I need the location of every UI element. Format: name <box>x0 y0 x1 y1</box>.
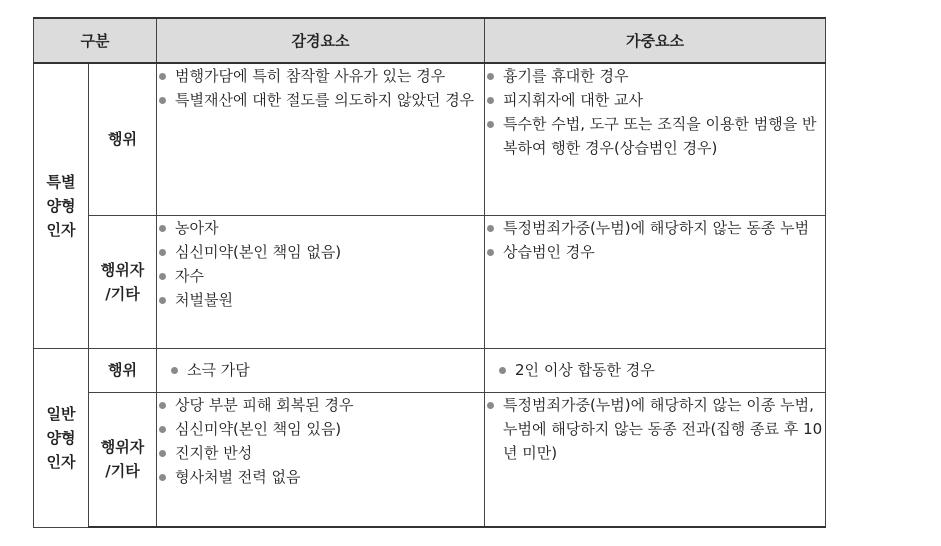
list-item <box>157 288 484 312</box>
group-label-line: 인자 <box>46 452 76 471</box>
list-item-text: 처벌불원 <box>175 290 233 309</box>
sub-label-act <box>89 348 157 392</box>
list-item <box>157 465 484 489</box>
bullet-icon <box>159 450 166 457</box>
list-item <box>497 358 813 382</box>
sub-label-actor-other <box>89 215 157 348</box>
aggravating-cell <box>485 392 826 527</box>
bullet-icon <box>487 97 494 104</box>
list-item-text: 심신미약(본인 책임 있음) <box>175 419 342 438</box>
list-item-text: 자수 <box>175 266 204 285</box>
sub-label-line: /기타 <box>105 462 140 481</box>
bullet-icon <box>487 225 494 232</box>
list-item-text: 상당 부분 피해 회복된 경우 <box>175 395 354 414</box>
list-item-text: 범행가담에 특히 참작할 사유가 있는 경우 <box>175 67 446 85</box>
bullet-icon <box>487 249 494 256</box>
bullet-icon <box>159 97 166 104</box>
list-item <box>157 216 484 240</box>
aggravating-cell <box>485 348 826 392</box>
bullet-icon <box>159 73 166 80</box>
list-item <box>157 88 484 112</box>
list-item-text: 2인 이상 합동한 경우 <box>515 361 655 379</box>
bullet-icon <box>159 249 166 256</box>
list-item <box>157 264 484 288</box>
group-label-line: 양형 <box>46 196 76 215</box>
bullet-icon <box>159 474 166 481</box>
sub-label-actor-other <box>89 392 157 527</box>
list-item <box>485 240 825 264</box>
list-item-text: 심신미약(본인 책임 없음) <box>175 242 342 261</box>
sub-label-line: 행위 <box>108 361 137 379</box>
mitigating-cell <box>157 348 485 392</box>
bullet-icon <box>171 367 178 374</box>
header-aggravating: 가중요소 <box>485 18 826 63</box>
table-row <box>34 392 826 527</box>
group-label-special <box>34 63 89 348</box>
sub-label-act <box>89 63 157 215</box>
sub-label-line: 행위 <box>108 130 137 149</box>
bullet-icon <box>159 426 166 433</box>
bullet-icon <box>159 297 166 304</box>
list-item-text: 특수한 수법, 도구 또는 조직을 이용한 범행을 반복하여 행한 경우(상습범인 경우) <box>503 115 817 157</box>
table-row <box>34 348 826 392</box>
group-label-general <box>34 348 89 527</box>
list-item <box>485 112 825 160</box>
group-label-line: 특별 <box>46 172 76 191</box>
list-item <box>485 393 825 465</box>
bullet-icon <box>487 402 494 409</box>
header-mitigating: 감경요소 <box>157 18 485 63</box>
bullet-icon <box>159 225 166 232</box>
list-item-text: 특별재산에 대한 절도를 의도하지 않았던 경우 <box>175 91 475 109</box>
list-item-text: 흉기를 휴대한 경우 <box>503 67 629 85</box>
sub-label-line: /기타 <box>105 284 140 303</box>
list-item-text: 상습범인 경우 <box>503 242 595 261</box>
list-item-text: 진지한 반성 <box>175 443 253 462</box>
list-item <box>485 216 825 240</box>
list-item <box>485 88 825 112</box>
list-item-text: 특정범죄가중(누범)에 해당하지 않는 동종 누범 <box>503 218 810 237</box>
sub-label-line: 행위자 <box>100 260 145 279</box>
header-row <box>34 18 826 63</box>
list-item-text: 피지휘자에 대한 교사 <box>503 91 643 109</box>
list-item <box>485 64 825 88</box>
sub-label-line: 행위자 <box>100 438 145 457</box>
table-row <box>34 215 826 348</box>
bullet-icon <box>487 73 494 80</box>
aggravating-cell <box>485 215 826 348</box>
list-item <box>169 358 472 382</box>
bullet-icon <box>159 273 166 280</box>
mitigating-cell <box>157 63 485 215</box>
list-item <box>157 441 484 465</box>
table-row <box>34 63 826 215</box>
mitigating-cell <box>157 215 485 348</box>
list-item <box>157 240 484 264</box>
header-category: 구분 <box>34 18 157 63</box>
bullet-icon <box>487 121 494 128</box>
sentencing-factors-table <box>33 17 826 528</box>
group-label-line: 일반 <box>46 404 76 423</box>
list-item <box>157 417 484 441</box>
list-item-text: 소극 가담 <box>187 361 250 379</box>
list-item <box>157 64 484 88</box>
group-label-line: 양형 <box>46 428 76 447</box>
list-item-text: 특정범죄가중(누범)에 해당하지 않는 이종 누범, 누범에 해당하지 않는 동종 전과(집행 종료 후 10년 미만) <box>503 395 823 462</box>
list-item-text: 형사처벌 전력 없음 <box>175 467 301 486</box>
group-label-line: 인자 <box>46 220 76 239</box>
aggravating-cell <box>485 63 826 215</box>
list-item-text: 농아자 <box>175 218 219 237</box>
bullet-icon <box>159 402 166 409</box>
mitigating-cell <box>157 392 485 527</box>
list-item <box>157 393 484 417</box>
bullet-icon <box>499 367 506 374</box>
